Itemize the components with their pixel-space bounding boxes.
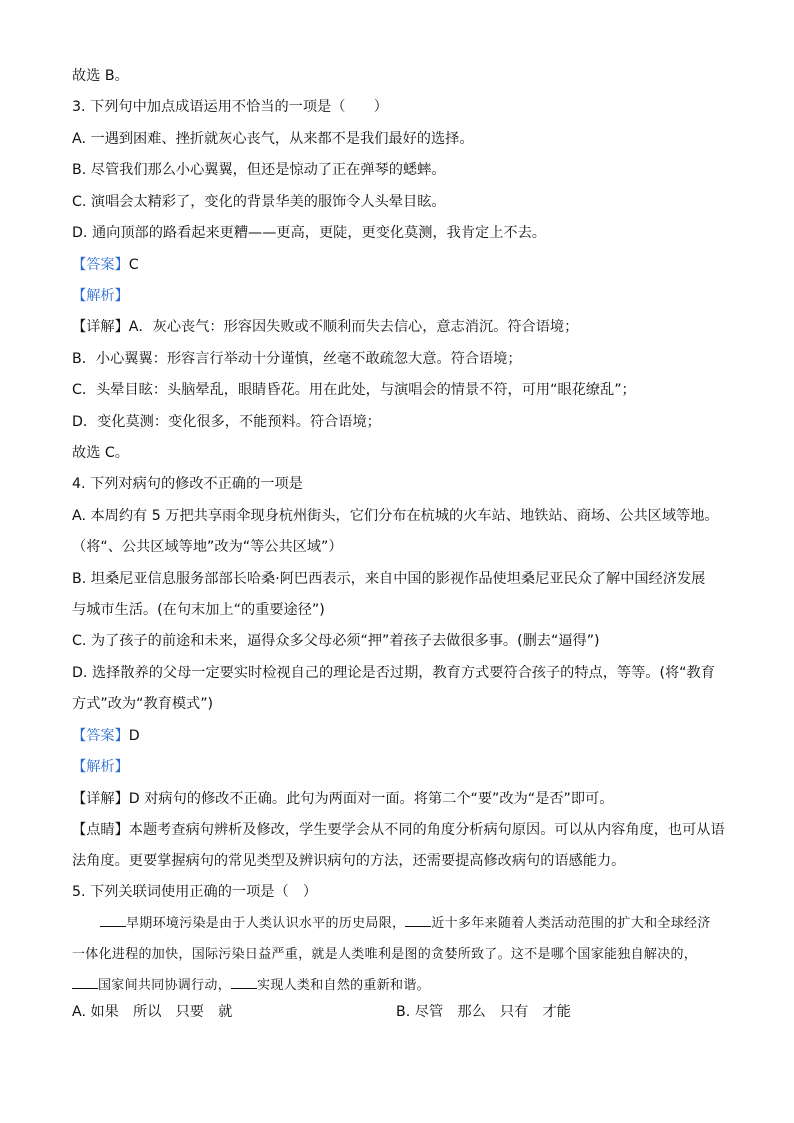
passage-part-4: 实现人类和自然的重新和谐。 xyxy=(257,978,430,993)
detail-3-line-a xyxy=(72,317,734,337)
answer-value: D xyxy=(128,728,140,744)
analysis-3-label: 【解析】 xyxy=(72,288,129,304)
detail-text: A．灰心丧气：形容因失败或不顺利而失去信心，意志消沉。符合语境； xyxy=(128,319,579,335)
answer-label: 【答案】 xyxy=(72,257,129,273)
answer-3-line xyxy=(72,255,734,275)
analysis-4-label: 【解析】 xyxy=(72,759,129,775)
blank-1 xyxy=(100,914,126,927)
question-4-option-c: C. 为了孩子的前途和未来，逼得众多父母必须“押”着孩子去做很多事。(删去“逼得”) xyxy=(72,633,600,649)
detail-label: 【详解】 xyxy=(72,319,129,335)
detail-3-line-c: C．头晕目眩：头脑晕乱，眼睛昏花。用在此处，与演唱会的情景不符，可用“眼花缭乱”； xyxy=(72,382,636,398)
answer-label: 【答案】 xyxy=(72,728,129,744)
blank-3 xyxy=(72,976,98,989)
question-5-stem: 5. 下列关联词使用正确的一项是（ ） xyxy=(72,884,318,900)
question-4-stem: 4. 下列对病句的修改不正确的一项是 xyxy=(72,476,303,492)
question-3-option-b: B. 尽管我们那么小心翼翼，但还是惊动了正在弹琴的蟋蟀。 xyxy=(72,162,446,178)
question-5-option-a: A. 如果 所以 只要 就 xyxy=(72,1004,233,1020)
question-4-option-b-cont: 与城市生活。(在句末加上“的重要途径”) xyxy=(72,602,325,618)
question-3-stem: 3. 下列句中加点成语运用不恰当的一项是（ ） xyxy=(72,99,388,115)
blank-2 xyxy=(405,914,431,927)
question-3-option-a: A. 一遇到困难、挫折就灰心丧气，从来都不是我们最好的选择。 xyxy=(72,131,474,147)
question-3-option-c: C. 演唱会太精彩了，变化的背景华美的服饰令人头晕目眩。 xyxy=(72,194,446,210)
question-5-options-col-b xyxy=(396,1002,734,1022)
blank-4 xyxy=(231,976,257,989)
highlight-label: 【点睛】 xyxy=(72,822,129,838)
passage-part-3: 国家间共同协调行动， xyxy=(98,978,232,993)
question-5-passage xyxy=(72,908,722,1001)
highlight-text: 本题考查病句辨析及修改，学生要学会从不同的角度分析病句原因。可以从内容角度，也可从语 xyxy=(128,822,725,838)
answer-4-line xyxy=(72,726,734,746)
question-3-option-d: D. 通向顶部的路看起来更糟——更高，更陡，更变化莫测，我肯定上不去。 xyxy=(72,225,546,241)
detail-4-line xyxy=(72,789,734,809)
question-4-option-b: B. 坦桑尼亚信息服务部部长哈桑·阿巴西表示，来自中国的影视作品使坦桑尼亚民众了解中国经济发展 xyxy=(72,571,706,587)
passage-part-2: 近十多年来随着人类活动范围的扩大和全球经济一体化进程的加快，国际污染日益严重，就是人类唯利是图的贪婪所致了。这不是哪个国家能独自解决的， xyxy=(72,916,711,962)
conclusion-line: 故选 B。 xyxy=(72,68,129,84)
question-4-option-d-cont: 方式”改为“教育模式”) xyxy=(72,696,214,712)
highlight-4-line-a xyxy=(72,820,734,840)
detail-3-line-b: B．小心翼翼：形容言行举动十分谨慎，丝毫不敢疏忽大意。符合语境； xyxy=(72,351,522,367)
answer-value: C xyxy=(128,257,139,273)
detail-label: 【详解】 xyxy=(72,791,129,807)
detail-text: D 对病句的修改不正确。此句为两面对一面。将第二个“要”改为“是否”即可。 xyxy=(128,791,614,807)
conclusion-line: 故选 C。 xyxy=(72,445,129,461)
question-5-option-b: B. 尽管 那么 只有 才能 xyxy=(396,1004,571,1020)
highlight-4-line-b: 法角度。更要掌握病句的常见类型及辨识病句的方法，还需要提高修改病句的语感能力。 xyxy=(72,853,626,869)
question-4-option-a: A. 本周约有 5 万把共享雨伞现身杭州街头，它们分布在杭城的火车站、地铁站、商场、公共区域等地。 xyxy=(72,508,719,524)
question-4-option-d: D. 选择散养的父母一定要实时检视自己的理论是否过期，教育方式要符合孩子的特点，等等。(将“教育 xyxy=(72,665,715,681)
detail-3-line-d: D．变化莫测：变化很多，不能预料。符合语境； xyxy=(72,414,381,430)
passage-part-1: 早期环境污染是由于人类认识水平的历史局限， xyxy=(126,916,406,931)
question-4-option-a-cont: （将“、公共区域等地”改为“等公共区域”） xyxy=(72,539,343,555)
